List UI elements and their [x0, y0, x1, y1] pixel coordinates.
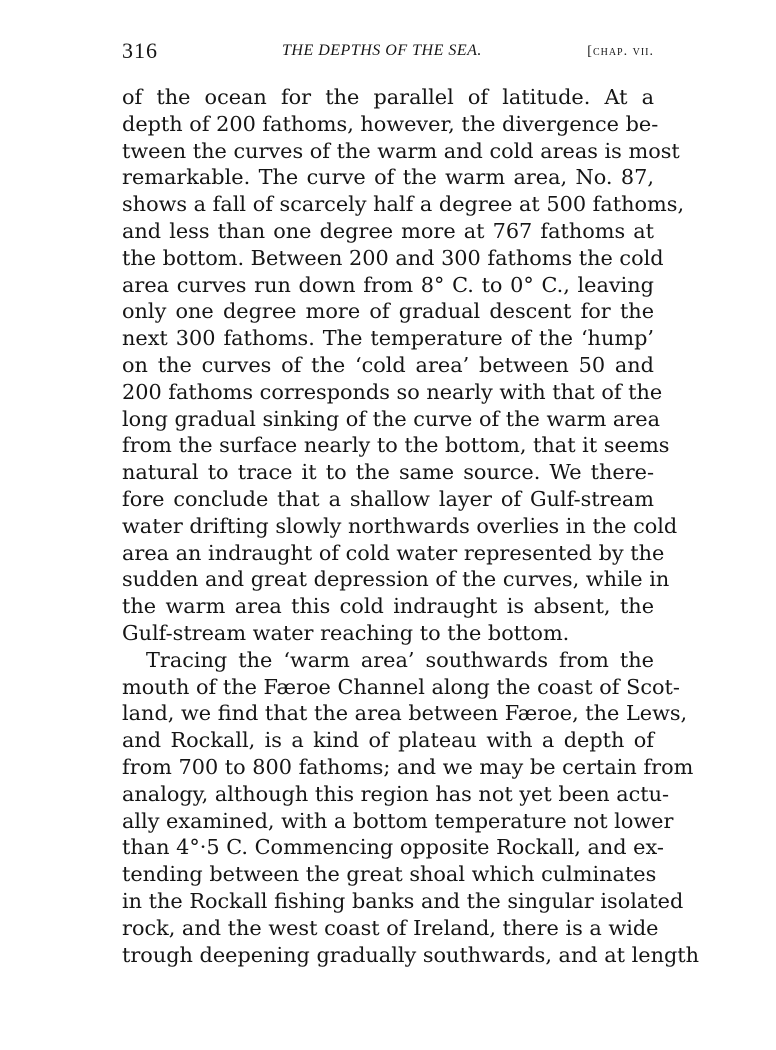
text-line: ally examined, with a bottom temperature not lower	[122, 808, 674, 833]
text-line: than 4°·5 C. Commencing opposite Rockall, and ex-	[122, 835, 664, 860]
text-line: tween the curves of the warm and cold areas is most	[122, 138, 680, 163]
text-line: the warm area this cold indraught is absent, the	[122, 594, 654, 619]
body-text	[122, 84, 700, 968]
page-number: 316	[122, 38, 158, 63]
text-line: and less than one degree more at 767 fathoms at	[122, 218, 654, 243]
text-line: long gradual sinking of the curve of the warm area	[122, 406, 660, 431]
text-line: natural to trace it to the same source. We there-	[122, 460, 654, 485]
text-line: land, we find that the area between Færoe, the Lews,	[122, 701, 688, 726]
text-line: of the ocean for the parallel of latitude. At a	[122, 85, 654, 109]
text-line: only one degree more of gradual descent for the	[122, 299, 654, 324]
text-line: tending between the great shoal which culminates	[122, 862, 657, 887]
text-line: area curves run down from 8° C. to 0° C., leaving	[122, 272, 654, 297]
text-line: area an indraught of cold water represented by the	[122, 540, 665, 565]
text-line: from 700 to 800 fathoms; and we may be certain from	[122, 754, 694, 779]
text-line: 200 fathoms corresponds so nearly with that of the	[122, 379, 663, 404]
text-line: next 300 fathoms. The temperature of the ‘hump’	[122, 326, 654, 351]
text-line: remarkable. The curve of the warm area, No. 87,	[122, 165, 654, 190]
text-line: depth of 200 fathoms, however, the divergence be-	[122, 111, 659, 136]
text-line: the bottom. Between 200 and 300 fathoms the cold	[122, 245, 664, 270]
paragraph-end-line: Gulf-stream water reaching to the bottom.	[122, 620, 570, 645]
running-title: THE DEPTHS OF THE SEA.	[282, 42, 482, 59]
text-line: from the surface nearly to the bottom, that it seems	[122, 433, 670, 458]
text-line: and Rockall, is a kind of plateau with a depth of	[122, 728, 654, 753]
text-line: mouth of the Færoe Channel along the coast of Scot-	[122, 674, 680, 699]
text-line: trough deepening gradually southwards, and at length	[122, 942, 700, 967]
chapter-label: [chap. vii.	[587, 44, 654, 59]
running-header	[122, 38, 654, 72]
text-line: analogy, although this region has not yet been actu-	[122, 781, 670, 806]
text-line: shows a fall of scarcely half a degree at 500 fathoms,	[122, 192, 685, 217]
text-line: in the Rockall fishing banks and the singular isolated	[122, 888, 684, 913]
text-line: rock, and the west coast of Ireland, there is a wide	[122, 915, 659, 940]
text-line: on the curves of the ‘cold area’ between 50 and	[122, 352, 654, 377]
paragraph-start-line: Tracing the ‘warm area’ southwards from the	[146, 647, 654, 672]
text-line: fore conclude that a shallow layer of Gulf-stream	[122, 486, 654, 511]
text-line: sudden and great depression of the curves, while in	[122, 567, 670, 592]
text-line: water drifting slowly northwards overlies in the cold	[122, 513, 678, 538]
